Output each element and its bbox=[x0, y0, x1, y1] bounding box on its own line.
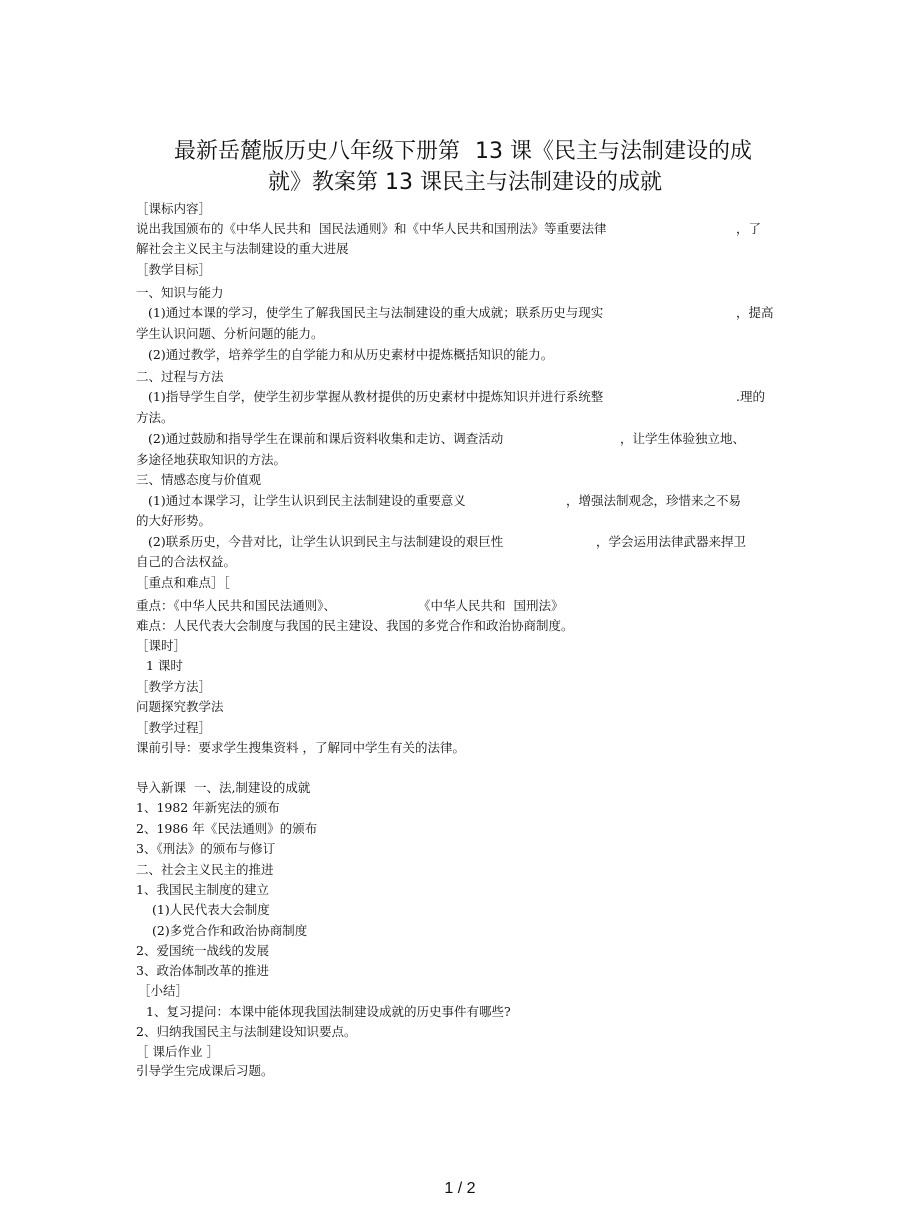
list-item: 3、政治体制改革的推进 bbox=[136, 963, 269, 978]
list-item: 1、我国民主制度的建立 bbox=[136, 882, 269, 897]
subheading: 二、过程与方法 bbox=[136, 369, 224, 384]
paragraph-line: 解社会主义民主与法制建设的重大进展 bbox=[136, 241, 349, 256]
title-line-1a: 最新岳麓版历史八年级下册第 bbox=[174, 139, 461, 164]
paragraph-line: 说出我国颁布的《中华人民共和 国民法通则》和《中华人民共和国刑法》等重要法律 bbox=[136, 221, 607, 236]
paragraph-line: (2)通过鼓励和指导学生在课前和课后资料收集和走访、调查活动 bbox=[148, 431, 504, 446]
list-item: (2)多党合作和政治协商制度 bbox=[152, 923, 308, 938]
list-item: 1、1982 年新宪法的颁布 bbox=[136, 800, 280, 815]
section-heading: ［教学过程］ bbox=[136, 720, 212, 735]
paragraph-line: 引导学生完成课后习题。 bbox=[136, 1063, 274, 1078]
paragraph-line: 导入新课 一、法,制建设的成就 bbox=[136, 780, 311, 795]
paragraph-line-tail: ，提高 bbox=[736, 305, 774, 320]
paragraph-line: 学生认识问题、分析问题的能力。 bbox=[136, 326, 324, 341]
list-item: 2、1986 年《民法通则》的颁布 bbox=[136, 821, 318, 836]
list-item: 2、归纳我国民主与法制建设知识要点。 bbox=[136, 1024, 357, 1039]
paragraph-line: 的大好形势。 bbox=[136, 513, 212, 528]
section-heading: ［教学目标］ bbox=[136, 262, 212, 277]
section-heading: ［教学方法］ bbox=[136, 679, 212, 694]
paragraph-line-tail: ，学会运用法律武器来捍卫 bbox=[596, 534, 747, 549]
paragraph-line-tail: ，增强法制观念，珍惜来之不易 bbox=[566, 493, 742, 508]
list-item: (1)人民代表大会制度 bbox=[152, 902, 270, 917]
paragraph-line: 1 课时 bbox=[146, 658, 183, 673]
list-item: 1、复习提问：本课中能体现我国法制建设成就的历史事件有哪些? bbox=[146, 1004, 511, 1019]
paragraph-line: 问题探究教学法 bbox=[136, 699, 224, 714]
section-heading: ［重点和难点］［ bbox=[136, 575, 230, 590]
paragraph-line: (1)指导学生自学，使学生初步掌握从教材提供的历史素材中提炼知识并进行系统整 bbox=[148, 389, 604, 404]
subheading: 一、知识与能力 bbox=[136, 285, 224, 300]
paragraph-line: 多途径地获取知识的方法。 bbox=[136, 452, 287, 467]
paragraph-line: (2)联系历史，今昔对比，让学生认识到民主与法制建设的艰巨性 bbox=[148, 534, 504, 549]
section-heading: ［ 课后作业 ］ bbox=[136, 1044, 219, 1059]
subheading: 三、情感态度与价值观 bbox=[136, 472, 262, 487]
paragraph-line: (2)通过教学，培养学生的自学能力和从历史素材中提炼概括知识的能力。 bbox=[148, 347, 554, 362]
paragraph-line: 方法。 bbox=[136, 410, 174, 425]
list-item: 2、爱国统一战线的发展 bbox=[136, 943, 269, 958]
paragraph-line: 难点：人民代表大会制度与我国的民主建设、我国的多党合作和政治协商制度。 bbox=[136, 618, 574, 633]
paragraph-line-tail: ，了 bbox=[736, 221, 762, 236]
paragraph-line-tail: 《中华人民共和 国刑法》 bbox=[418, 598, 564, 613]
paragraph-line-tail: .理的 bbox=[736, 389, 765, 404]
paragraph-line: 课前引导：要求学生搜集资料 ，了解同中学生有关的法律。 bbox=[136, 740, 465, 755]
title-line-1b: 13 课《民主与法制建设的成 bbox=[475, 139, 752, 164]
paragraph-line: 重点：《中华人民共和国民法通则》、 bbox=[136, 598, 337, 613]
title-line-2: 就》教案第 13 课民主与法制建设的成就 bbox=[268, 170, 662, 195]
list-item: 3、《刑法》的颁布与修订 bbox=[136, 841, 276, 856]
subheading: 二、社会主义民主的推进 bbox=[136, 862, 274, 877]
section-heading: ［小结］ bbox=[138, 983, 189, 998]
page-number: 1 / 2 bbox=[444, 1180, 476, 1197]
section-heading: ［课时］ bbox=[136, 638, 187, 653]
paragraph-line: (1)通过本课学习，让学生认识到民主法制建设的重要意义 bbox=[148, 493, 466, 508]
paragraph-line: 自己的合法权益。 bbox=[136, 554, 237, 569]
paragraph-line-tail: ，让学生体验独立地、 bbox=[620, 431, 746, 446]
section-heading: ［课标内容］ bbox=[136, 201, 212, 216]
paragraph-line: (1)通过本课的学习，使学生了解我国民主与法制建设的重大成就；联系历史与现实 bbox=[148, 305, 604, 320]
